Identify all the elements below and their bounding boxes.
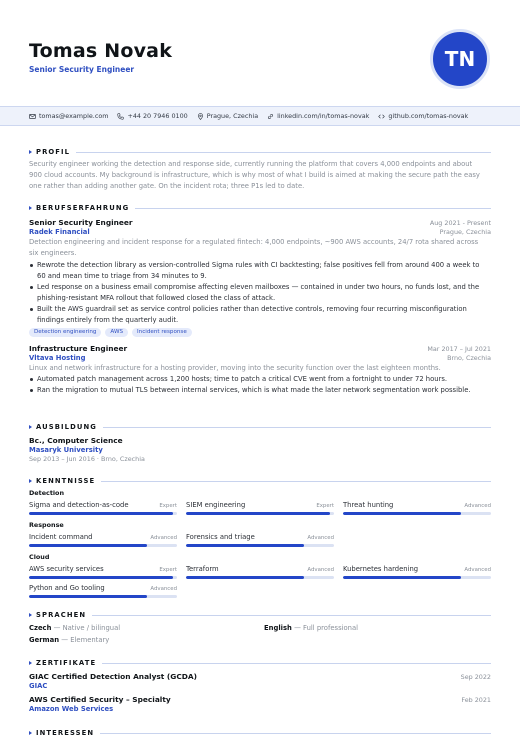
language-level: Native / bilingual	[62, 624, 121, 632]
job-company: Radek Financial	[29, 228, 90, 236]
bullet-line: Automated patch management across 1,200 hosts; time to patch a critical CVE went from a fortnight to under 72 hours.	[37, 375, 448, 384]
skill-level: Advanced	[150, 535, 177, 541]
job-tags	[29, 328, 491, 337]
certificate-name: AWS Certified Security – Specialty	[29, 695, 171, 704]
contact-email[interactable]	[29, 112, 108, 120]
skill-level: Expert	[159, 503, 177, 509]
job-description-line: six engineers.	[29, 248, 77, 257]
skills-grid	[29, 486, 491, 611]
skill-bar-fill	[29, 544, 147, 547]
section-heading	[29, 610, 491, 620]
skill-bar	[186, 576, 334, 579]
contact-email-text: tomas@example.com	[39, 112, 109, 120]
candidate-title: Senior Security Engineer	[29, 65, 135, 74]
certificates-section	[29, 658, 491, 713]
tag: Detection engineering	[29, 328, 101, 337]
contact-linkedin[interactable]	[267, 112, 369, 120]
job-company: Vltava Hosting	[29, 353, 86, 362]
bullet-line: Built the AWS guardrail set as service control policies rather than detective controls, removing four recurring misconfiguration	[37, 304, 467, 313]
section-title: SPRACHEN	[36, 611, 87, 619]
section-title: PROFIL	[36, 148, 71, 156]
skill-item	[343, 565, 491, 579]
bullet-line: Ran the migration to mutual TLS between internal services, which is what made the later network segmentation work possible.	[37, 386, 471, 395]
skill-bar	[29, 512, 177, 515]
contact-github[interactable]	[378, 112, 468, 120]
skill-bar	[186, 544, 334, 547]
skill-level: Expert	[316, 503, 334, 509]
education-section	[29, 422, 491, 463]
skill-item	[186, 565, 334, 579]
language-name: German	[29, 636, 60, 644]
section-divider	[92, 615, 491, 616]
section-title: BERUFSERFAHRUNG	[36, 204, 130, 212]
job-location: Prague, Czechia	[439, 228, 491, 236]
certificate-entry	[29, 672, 491, 690]
skill-bar-fill	[186, 576, 304, 579]
section-marker-icon	[29, 150, 32, 154]
languages-section	[29, 610, 491, 648]
education-degree: Bc., Computer Science	[29, 436, 123, 445]
section-divider	[103, 427, 491, 428]
bullet-line: 60 and mean time to triage from 34 minutes to 9.	[37, 271, 207, 280]
education-entry	[29, 436, 491, 463]
bullet-line: findings entirely from the quarterly audit.	[37, 315, 179, 324]
job-bullet	[29, 282, 491, 304]
section-title: ZERTIFIKATE	[36, 659, 97, 667]
profile-line: 900 cloud accounts. My background is infrastructure, which is why most of what I build is aimed at making the secure path the easy	[29, 170, 480, 179]
job-date: Mar 2017 – Jul 2021	[427, 344, 491, 353]
job-bullet	[29, 385, 491, 396]
tag: AWS	[105, 328, 128, 337]
language-level: Full professional	[303, 624, 359, 632]
skill-name: AWS security services	[29, 565, 104, 573]
section-divider	[135, 208, 491, 209]
resume-header	[0, 0, 520, 106]
job-header	[29, 218, 491, 227]
certificate-issuer: GIAC	[29, 682, 48, 690]
github-icon	[378, 113, 385, 120]
job-title: Infrastructure Engineer	[29, 343, 128, 353]
section-marker-icon	[29, 479, 32, 483]
languages-list	[29, 624, 491, 648]
avatar: TN	[430, 29, 490, 89]
job-entry	[29, 344, 491, 397]
section-marker-icon	[29, 661, 32, 665]
email-icon	[29, 113, 36, 120]
job-description-line: Linux and network infrastructure for a hosting provider, moving into the security function over the last eighteen months.	[29, 363, 441, 372]
contact-phone[interactable]	[117, 112, 187, 120]
skill-name: Threat hunting	[343, 501, 394, 509]
section-marker-icon	[29, 425, 32, 429]
job-description	[29, 363, 491, 374]
contact-bar	[0, 106, 520, 126]
skill-item	[29, 565, 177, 579]
skills-section	[29, 476, 491, 611]
job-location: Brno, Czechia	[447, 353, 491, 362]
job-header	[29, 344, 491, 353]
job-bullet	[29, 374, 491, 385]
job-title: Senior Security Engineer	[29, 218, 133, 227]
skill-name: Incident command	[29, 533, 93, 541]
section-divider	[101, 481, 491, 482]
skill-bar-fill	[29, 576, 173, 579]
skill-item	[186, 533, 334, 547]
skill-level: Advanced	[464, 567, 491, 573]
section-marker-icon	[29, 206, 32, 210]
education-school: Masaryk University	[29, 446, 103, 454]
skill-name: Sigma and detection-as-code	[29, 501, 129, 509]
skill-level: Advanced	[150, 586, 177, 592]
skill-level: Advanced	[307, 567, 334, 573]
profile-summary	[29, 159, 491, 191]
skill-bar-fill	[343, 512, 461, 515]
section-title: AUSBILDUNG	[36, 423, 97, 431]
section-heading	[29, 728, 491, 735]
skill-bar-fill	[29, 512, 173, 515]
skill-level: Advanced	[307, 535, 334, 541]
job-bullet	[29, 260, 491, 282]
skill-bar-fill	[29, 595, 147, 598]
job-subheader	[29, 354, 491, 362]
language-item: German — Elementary	[29, 636, 110, 644]
skill-name: Forensics and triage	[186, 533, 255, 541]
skill-item	[343, 501, 491, 515]
skill-name: SIEM engineering	[186, 501, 246, 509]
skill-bar	[29, 595, 177, 598]
job-bullet	[29, 304, 491, 326]
skill-bar	[29, 576, 177, 579]
candidate-name: Tomas Novak	[29, 40, 173, 62]
skill-group-label: Cloud	[29, 553, 50, 561]
profile-line: Security engineer working the detection and response side, currently running the platform that covers 4,000 endpoints and about	[29, 160, 473, 168]
bullet-line: phishing-resistant MFA rollout that followed closed the class of attack.	[37, 293, 276, 302]
phone-icon	[117, 113, 124, 120]
section-marker-icon	[29, 731, 32, 735]
certificate-issuer: Amazon Web Services	[29, 705, 114, 713]
contact-github-text: github.com/tomas-novak	[388, 112, 469, 120]
profile-section	[29, 147, 491, 191]
bullet-line: Led response on a business email compromise affecting eleven mailboxes — contained in under two hours, no funds lost, and the	[37, 282, 480, 291]
certificate-name: GIAC Certified Detection Analyst (GCDA)	[29, 672, 198, 681]
section-heading	[29, 476, 491, 486]
skill-bar-fill	[343, 576, 461, 579]
language-level: Elementary	[70, 636, 110, 644]
skill-bar	[29, 544, 177, 547]
job-description	[29, 237, 491, 259]
contact-linkedin-text: linkedin.com/in/tomas-novak	[277, 112, 370, 120]
section-heading	[29, 147, 491, 157]
contact-location	[197, 112, 258, 120]
section-title: KENNTNISSE	[36, 477, 96, 485]
skill-bar-fill	[186, 544, 304, 547]
profile-line: one rather than adding another gate. On the incident rota; three P1s led to date.	[29, 181, 305, 190]
skill-bar	[186, 512, 334, 515]
skill-bar	[343, 512, 491, 515]
job-subheader	[29, 228, 491, 236]
skill-group-label: Response	[29, 521, 64, 529]
skill-item	[186, 501, 334, 515]
skill-level: Advanced	[464, 503, 491, 509]
skill-level: Expert	[159, 567, 177, 573]
section-divider	[76, 152, 491, 153]
skill-group-label: Detection	[29, 489, 65, 497]
job-bullets	[29, 260, 491, 326]
skill-bar	[343, 576, 491, 579]
section-divider	[102, 663, 491, 664]
language-name: English	[264, 624, 292, 632]
skill-item	[29, 533, 177, 547]
skill-name: Python and Go tooling	[29, 584, 105, 592]
job-entry	[29, 218, 491, 337]
contact-phone-text: +44 20 7946 0100	[127, 112, 188, 120]
linkedin-icon	[267, 113, 274, 120]
language-item: Czech — Native / bilingual	[29, 624, 121, 632]
section-marker-icon	[29, 613, 32, 617]
experience-section	[29, 203, 491, 396]
certificate-date: Sep 2022	[460, 673, 491, 681]
section-divider	[100, 733, 491, 734]
language-item: English — Full professional	[264, 624, 359, 632]
tag: Incident response	[132, 328, 192, 337]
education-meta: Sep 2013 – Jun 2016 · Brno, Czechia	[29, 455, 145, 463]
section-title: INTERESSEN	[36, 729, 95, 735]
skill-bar-fill	[186, 512, 330, 515]
section-heading	[29, 203, 491, 213]
language-name: Czech	[29, 624, 52, 632]
contact-location-text: Prague, Czechia	[206, 112, 259, 120]
skill-name: Terraform	[186, 565, 219, 573]
skill-item	[29, 584, 177, 598]
job-bullets	[29, 374, 491, 396]
certificate-entry	[29, 695, 491, 713]
interests-section	[29, 728, 491, 735]
certificate-date: Feb 2021	[461, 696, 491, 704]
skill-item	[29, 501, 177, 515]
skill-name: Kubernetes hardening	[343, 565, 419, 573]
bullet-line: Rewrote the detection library as version-controlled Sigma rules with CI backtesting; false positives fell from around 400 a week to	[37, 260, 480, 269]
section-heading	[29, 658, 491, 668]
job-date: Aug 2021 - Present	[429, 219, 491, 227]
job-description-line: Detection engineering and incident response for a regulated fintech: 4,000 endpoints, ~900 AWS accounts, 24/7 rota shared across	[29, 238, 479, 246]
location-icon	[197, 113, 204, 120]
section-heading	[29, 422, 491, 432]
